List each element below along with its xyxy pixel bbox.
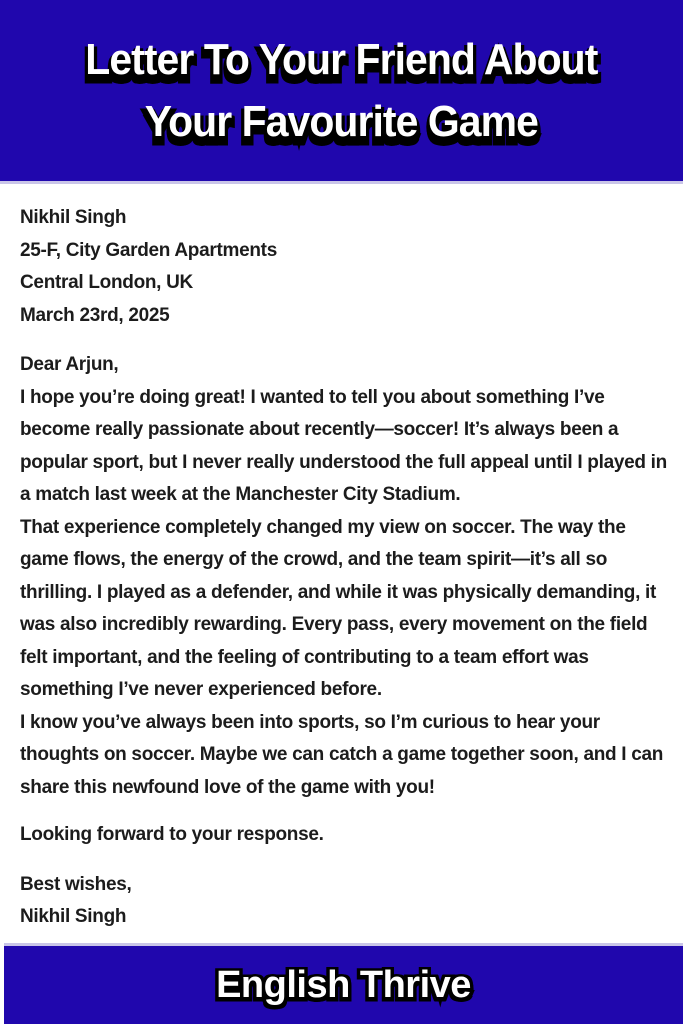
letter-main-text bbox=[20, 349, 667, 804]
sender-address-line-1: 25-F, City Garden Apartments bbox=[20, 239, 277, 261]
brand-name: English Thrive English Thrive bbox=[216, 964, 471, 1006]
header-banner bbox=[0, 0, 683, 184]
page-title-line-1 bbox=[85, 29, 597, 91]
paragraph: I know you’ve always been into sports, so I’m curious to hear your thoughts on soccer. Maybe we can catch a game together soon, and I can share this newfound love of the game with you! bbox=[20, 711, 664, 798]
signoff-block bbox=[20, 869, 667, 934]
sender-block bbox=[20, 202, 667, 332]
page-title-text-2: Your Favourite Game Your Favourite Game bbox=[145, 97, 538, 146]
page-title bbox=[85, 29, 597, 153]
brand-name-wrap bbox=[216, 963, 471, 1007]
footer-banner bbox=[4, 943, 683, 1024]
letter-body bbox=[0, 184, 683, 943]
closing-line: Looking forward to your response. bbox=[20, 824, 324, 845]
signoff: Best wishes, bbox=[20, 873, 132, 895]
sender-address-line-2: Central London, UK bbox=[20, 272, 193, 293]
letter-date: March 23rd, 2025 bbox=[20, 304, 170, 326]
page-title-text-1: Letter To Your Friend About Letter To Your Friend About bbox=[85, 35, 597, 84]
signature-name: Nikhil Singh bbox=[20, 906, 127, 927]
page-title-line-2 bbox=[85, 91, 597, 153]
sender-name: Nikhil Singh bbox=[20, 207, 127, 228]
paragraph: That experience completely changed my view on soccer. The way the game flows, the energy of the crowd, and the team spirit—it’s all so thrilling. I played as a defender, and while it was physically demanding, it was also incredibly rewarding. Every pass, every movement on the field felt important, and the feeling of contributing to a team effort was something I’ve never experienced before. bbox=[20, 516, 657, 700]
greeting: Dear Arjun, bbox=[20, 354, 119, 375]
paragraph: I hope you’re doing great! I wanted to tell you about something I’ve become really passionate about recently—soccer! It’s always been a popular sport, but I never really understood the full appeal until I played in a match last week at the Manchester City Stadium. bbox=[20, 386, 667, 505]
